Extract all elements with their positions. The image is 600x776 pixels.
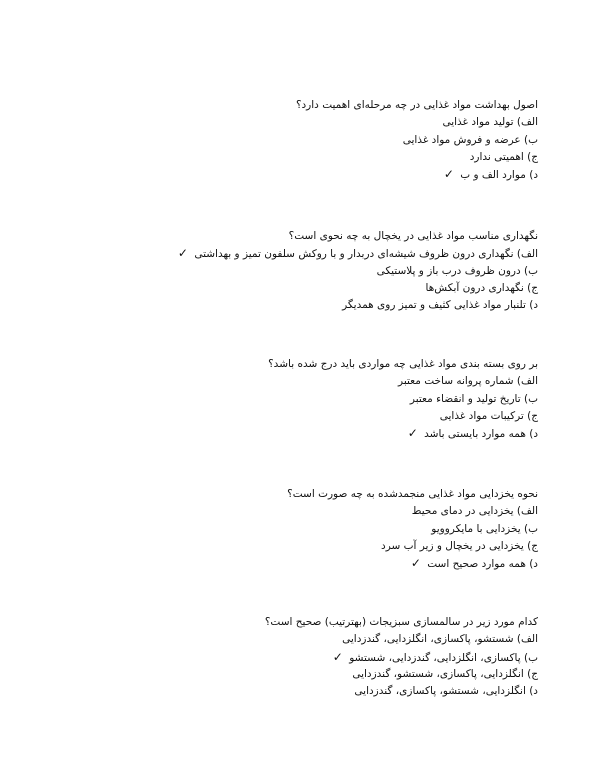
option-correct [238,555,538,572]
option-label: الف) تولید مواد غذایی [442,116,538,129]
question-2 [177,228,538,314]
option-label: ب) یخزدایی با مایکروویو [431,522,538,535]
option-label: ب) درون ظروف درب باز و پلاستیکی [376,264,538,277]
checkmark-icon: ✓ [443,167,454,182]
option-label: الف) شستشو، پاکسازی، انگلزدایی، گندزدایی [342,633,538,646]
option [238,631,538,648]
option-label: د) انگلزدایی، شستشو، پاکسازی، گندزدایی [354,685,538,698]
option-label: ج) نگهداری درون آبکش‌ها [425,281,538,294]
option [238,408,538,425]
option-label: ب) تاریخ تولید و انقضاء معتبر [409,392,538,405]
option [238,391,538,408]
question-3 [238,356,538,442]
question-text: اصول بهداشت مواد غذایی در چه مرحله‌ای اهمیت دارد؟ [295,99,538,111]
option-label: الف) شماره پروانه ساخت معتبر [398,375,538,388]
option-correct [238,649,538,666]
option [238,538,538,555]
option-label: ب) عرضه و فروش مواد غذایی [402,133,538,146]
option-correct [177,245,538,262]
option-label: الف) نگهداری درون ظروف شیشه‌ای دربدار و با روکش سلفون تمیز و بهداشتی [194,248,538,261]
option-label: د) همه موارد صحیح است [427,558,538,571]
checkmark-icon: ✓ [332,649,343,664]
option-correct [238,166,538,183]
option [238,683,538,700]
question-4 [238,486,538,572]
option [238,263,538,280]
option-label: د) تلنبار مواد غذایی کثیف و تمیز روی همدیگر [342,299,538,312]
question-text: نحوه یخزدایی مواد غذایی منجمدشده به چه صورت است؟ [287,488,538,500]
option-label: ج) ترکیبات مواد غذایی [439,409,538,422]
option [238,297,538,314]
option [238,373,538,390]
checkmark-icon: ✓ [177,246,188,261]
question-text: کدام مورد زیر در سالمسازی سبزیجات (بهترتیب) صحیح است؟ [264,616,538,628]
option [238,132,538,149]
option-label: د) همه موارد بایستی باشد [424,428,538,441]
option [238,666,538,683]
option [238,280,538,297]
option-label: ج) یخزدایی در یخچال و زیر آب سرد [381,539,538,552]
option-label: ب) پاکسازی، انگلزدایی، گندزدایی، شستشو [349,651,538,664]
option-label: الف) یخزدایی در دمای محیط [411,505,538,518]
option-correct [238,425,538,442]
question-text: بر روی بسته بندی مواد غذایی چه مواردی باید درج شده باشد؟ [268,358,538,370]
option [238,149,538,166]
question-text: نگهداری مناسب مواد غذایی در یخچال به چه نحوی است؟ [288,230,538,242]
question-1 [238,97,538,183]
option [238,521,538,538]
option-label: ج) اهمیتی ندارد [469,150,538,163]
checkmark-icon: ✓ [407,426,418,441]
option [238,114,538,131]
option-label: د) موارد الف و ب [460,169,538,182]
option-label: ج) انگلزدایی، پاکسازی، شستشو، گندزدایی [352,667,538,680]
option [238,503,538,520]
question-5 [238,614,538,700]
checkmark-icon: ✓ [410,556,421,571]
